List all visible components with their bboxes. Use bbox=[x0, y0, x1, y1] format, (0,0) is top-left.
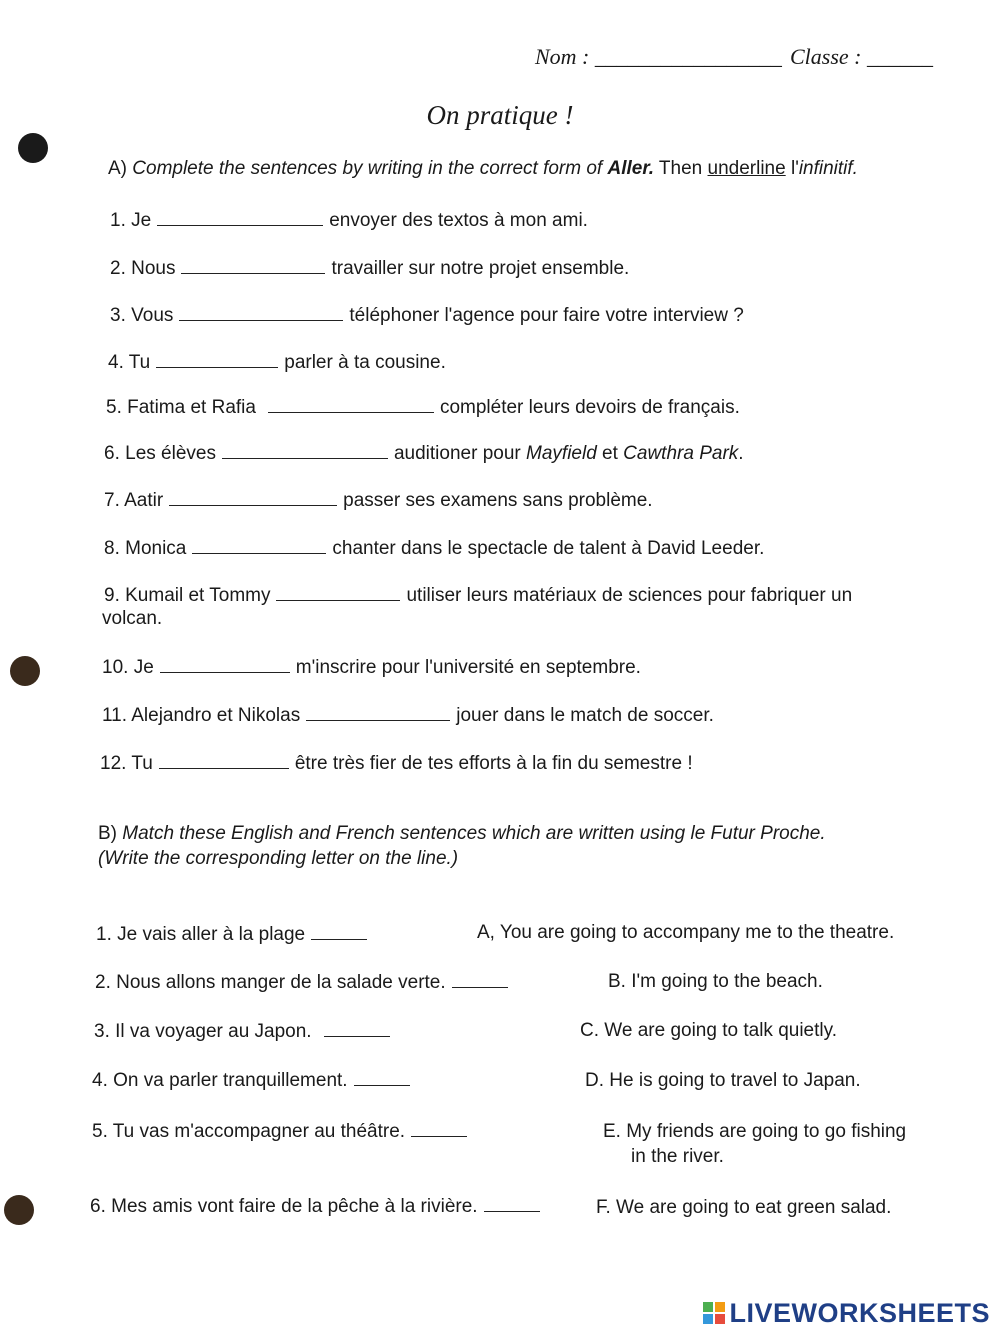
french-text: 4. On va parler tranquillement. bbox=[92, 1070, 348, 1091]
match-blank[interactable] bbox=[324, 1018, 390, 1037]
section-b-prefix: B) bbox=[98, 823, 123, 844]
match-blank[interactable] bbox=[411, 1118, 467, 1137]
name-field bbox=[535, 44, 782, 70]
match-blank[interactable] bbox=[452, 969, 508, 988]
french-sentence bbox=[96, 921, 373, 946]
english-sentence: F. We are going to eat green salad. bbox=[596, 1197, 892, 1218]
punch-hole-middle bbox=[10, 656, 40, 686]
item-rest: auditioner pour bbox=[393, 443, 527, 464]
section-a-instr-bold: Aller. bbox=[607, 158, 654, 179]
french-text: 6. Mes amis vont faire de la pêche à la rivière. bbox=[90, 1196, 478, 1217]
english-sentence: C. We are going to talk quietly. bbox=[580, 1020, 837, 1041]
item-rest: jouer dans le match de soccer. bbox=[456, 705, 714, 726]
section-b-instr-line1: Match these English and French sentences which are written using le Futur Proche. bbox=[122, 823, 826, 844]
answer-blank[interactable] bbox=[159, 750, 289, 769]
french-text: 1. Je vais aller à la plage bbox=[96, 924, 306, 945]
french-text: 5. Tu vas m'accompagner au théâtre. bbox=[92, 1121, 406, 1142]
item-rest: être très fier de tes efforts à la fin du semestre ! bbox=[294, 753, 693, 774]
match-blank[interactable] bbox=[311, 921, 367, 940]
school-name: Mayfield bbox=[526, 443, 597, 464]
item-rest: m'inscrire pour l'université en septembre. bbox=[295, 657, 641, 678]
french-sentence bbox=[92, 1118, 473, 1143]
section-b-instr-line2: (Write the corresponding letter on the line.) bbox=[98, 848, 459, 869]
item-subject: 5. Fatima et Rafia bbox=[106, 397, 256, 418]
item-subject: 1. Je bbox=[110, 210, 152, 231]
answer-blank[interactable] bbox=[268, 394, 434, 413]
item-subject: 9. Kumail et Tommy bbox=[104, 585, 271, 606]
answer-blank[interactable] bbox=[306, 702, 450, 721]
item-rest: . bbox=[738, 443, 744, 464]
liveworksheets-logo-icon bbox=[703, 1302, 725, 1324]
french-sentence bbox=[90, 1193, 546, 1218]
section-a-instructions bbox=[108, 158, 858, 180]
french-sentence bbox=[95, 969, 514, 994]
school-name: Cawthra Park bbox=[623, 443, 739, 464]
section-a-instr-underline: underline bbox=[707, 158, 786, 179]
list-item bbox=[110, 207, 588, 232]
section-a-instr-then: Then bbox=[653, 158, 708, 179]
list-item bbox=[104, 487, 653, 512]
match-blank[interactable] bbox=[354, 1067, 410, 1086]
section-a-instr-l: l' bbox=[785, 158, 799, 179]
item-subject: 7. Aatir bbox=[104, 490, 164, 511]
item-subject: 4. Tu bbox=[108, 352, 151, 373]
french-sentence bbox=[94, 1018, 396, 1043]
punch-hole-top bbox=[18, 133, 48, 163]
list-item bbox=[104, 582, 852, 607]
section-b-instructions bbox=[98, 823, 826, 845]
item-rest: travailler sur notre projet ensemble. bbox=[331, 258, 630, 279]
punch-hole-bottom bbox=[4, 1195, 34, 1225]
item-subject: 2. Nous bbox=[110, 258, 176, 279]
list-item bbox=[104, 535, 764, 560]
answer-blank[interactable] bbox=[169, 487, 337, 506]
item-subject: 8. Monica bbox=[104, 538, 187, 559]
item-rest: volcan. bbox=[102, 608, 163, 629]
item-rest: téléphoner l'agence pour faire votre interview ? bbox=[349, 305, 744, 326]
item-rest: envoyer des textos à mon ami. bbox=[329, 210, 588, 231]
list-item bbox=[102, 702, 714, 727]
liveworksheets-logo-text: LIVEWORKSHEETS bbox=[729, 1298, 990, 1328]
item-rest: chanter dans le spectacle de talent à David Leeder. bbox=[332, 538, 765, 559]
list-item bbox=[100, 750, 693, 775]
list-item bbox=[106, 394, 740, 419]
list-item bbox=[104, 440, 744, 465]
english-sentence: B. I'm going to the beach. bbox=[608, 971, 823, 992]
answer-blank[interactable] bbox=[157, 207, 323, 226]
answer-blank[interactable] bbox=[179, 302, 343, 321]
item-subject: 12. Tu bbox=[100, 753, 153, 774]
french-sentence bbox=[92, 1067, 416, 1092]
class-blank[interactable]: ______ bbox=[867, 44, 933, 69]
french-text: 3. Il va voyager au Japon. bbox=[94, 1021, 312, 1042]
item-rest: passer ses examens sans problème. bbox=[343, 490, 653, 511]
liveworksheets-logo bbox=[703, 1298, 990, 1329]
answer-blank[interactable] bbox=[156, 349, 278, 368]
match-blank[interactable] bbox=[484, 1193, 540, 1212]
english-sentence: A, You are going to accompany me to the theatre. bbox=[477, 922, 895, 943]
answer-blank[interactable] bbox=[192, 535, 326, 554]
list-item bbox=[108, 349, 446, 374]
name-label: Nom : bbox=[535, 44, 590, 69]
answer-blank[interactable] bbox=[276, 582, 400, 601]
english-sentence: E. My friends are going to go fishing bbox=[603, 1121, 907, 1142]
answer-blank[interactable] bbox=[160, 654, 290, 673]
page-title: On pratique ! bbox=[426, 100, 574, 130]
item-subject: 10. Je bbox=[102, 657, 154, 678]
item-rest: et bbox=[596, 443, 624, 464]
list-item-continuation bbox=[102, 608, 162, 630]
item-subject: 6. Les élèves bbox=[104, 443, 216, 464]
french-text: 2. Nous allons manger de la salade verte. bbox=[95, 972, 446, 993]
item-rest: compléter leurs devoirs de français. bbox=[439, 397, 740, 418]
class-label: Classe : bbox=[790, 44, 862, 69]
section-a-instr-italic: Complete the sentences by writing in the correct form of bbox=[132, 158, 608, 179]
item-rest: parler à ta cousine. bbox=[284, 352, 446, 373]
name-blank[interactable]: _________________ bbox=[594, 44, 782, 69]
item-subject: 11. Alejandro et Nikolas bbox=[102, 705, 301, 726]
section-b-instructions-line2 bbox=[98, 848, 458, 870]
section-a-prefix: A) bbox=[108, 158, 133, 179]
english-sentence-continuation: in the river. bbox=[631, 1146, 724, 1167]
list-item bbox=[110, 302, 744, 327]
class-field bbox=[790, 44, 933, 70]
answer-blank[interactable] bbox=[222, 440, 388, 459]
list-item bbox=[102, 654, 641, 679]
english-sentence: D. He is going to travel to Japan. bbox=[585, 1070, 861, 1091]
section-a-instr-infinitif: infinitif. bbox=[798, 158, 858, 179]
item-subject: 3. Vous bbox=[110, 305, 174, 326]
item-rest: utiliser leurs matériaux de sciences pour fabriquer un bbox=[406, 585, 853, 606]
list-item bbox=[110, 255, 629, 280]
answer-blank[interactable] bbox=[181, 255, 325, 274]
